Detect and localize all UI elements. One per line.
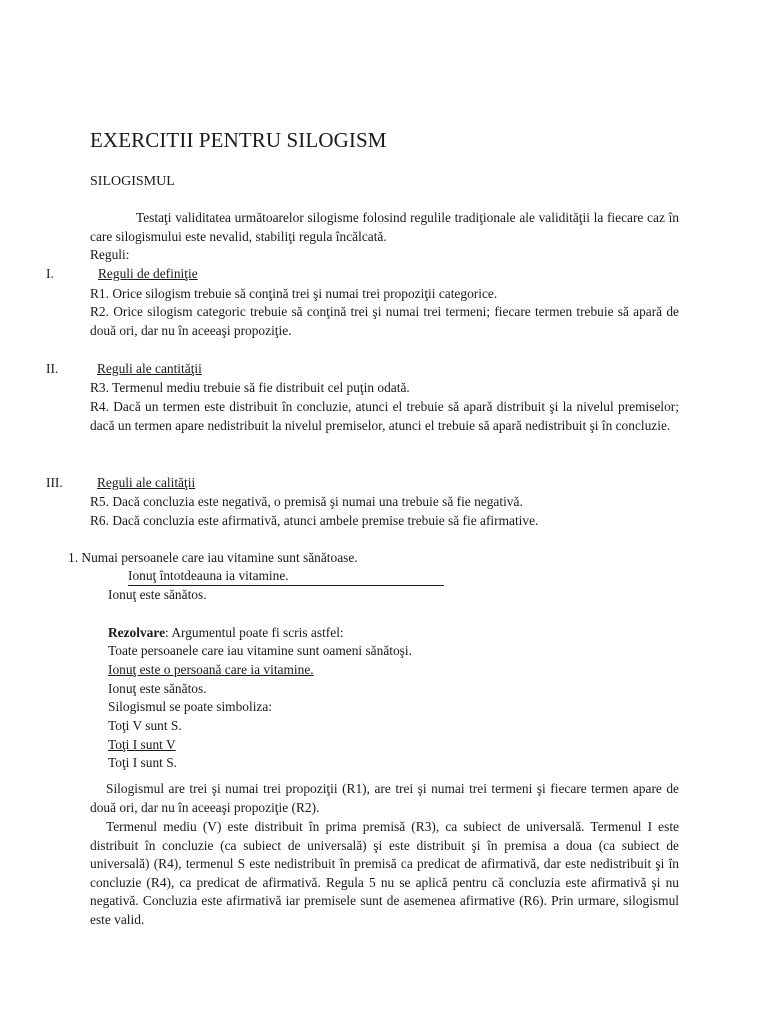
exercise-conclusion: Ionuţ este sănătos. (108, 587, 207, 602)
solution-line-7: Toţi I sunt S. (108, 755, 177, 770)
section-numeral-3: III. (46, 475, 63, 490)
rule-r1: R1. Orice silogism trebuie să conţină trei şi numai trei propoziţii categorice. (90, 286, 498, 301)
section-numeral-2: II. (46, 361, 59, 376)
solution-paragraph-2: Termenul mediu (V) este distribuit în prima premisă (R3), ca subiect de universală. Termenul I este distribuit în concluzie (ca subiect de universală) şi este distribuit şi în premisa a doua (ca subiect de universală) (R4), termenul S este nedistribuit în premisă ca predicat de afirmativă, dar este nedistribuit şi în concluzie (R4), ca predicat de afirmativă. Regula 5 nu se aplică pentru că concluzia este afirmativă şi nu negativă. Concluzia este afirmativă iar premisele sunt de asemenea afirmative (R6). Prin urmare, silogismul este valid. (90, 819, 679, 927)
solution-intro (108, 624, 344, 643)
exercise-premise-1-text: Numai persoanele care iau vitamine sunt sănătoase. (81, 550, 358, 565)
section-heading-3: Reguli ale calităţii (97, 475, 196, 490)
rule-r6: R6. Dacă concluzia este afirmativă, atunci ambele premise trebuie să fie afirmative. (90, 513, 539, 528)
solution-label: Rezolvare (108, 625, 166, 640)
solution-line-2: Ionuţ este o persoană care ia vitamine. (108, 662, 314, 677)
exercise-premise-1 (68, 549, 358, 568)
solution-line-3: Ionuţ este sănătos. (108, 681, 207, 696)
rule-r4: R4. Dacă un termen este distribuit în concluzie, atunci el trebuie să apară distribuit şi la nivelul premiselor; dacă un termen apare nedistribuit la nivelul premiselor, atunci el trebuie să apară nedistribuit şi în concluzie. (90, 399, 679, 433)
rule-r2: R2. Orice silogism categoric trebuie să conţină trei şi numai trei termeni; fiecare termen trebuie să apară de două ori, dar nu în aceeaşi propoziţie. (90, 304, 679, 338)
document-title: EXERCITII PENTRU SILOGISM (90, 128, 387, 152)
solution-line-1: Toate persoanele care iau vitamine sunt oameni sănătoşi. (108, 643, 412, 658)
exercise-number: 1. (68, 550, 79, 565)
section-heading-2: Reguli ale cantităţii (97, 361, 202, 376)
section-subtitle: SILOGISMUL (90, 174, 175, 189)
exercise-premise-2: Ionuţ întotdeauna ia vitamine. (128, 568, 444, 586)
reguli-label: Reguli: (90, 247, 130, 262)
solution-line-4: Silogismul se poate simboliza: (108, 699, 273, 714)
section-numeral-1: I. (46, 266, 54, 281)
rule-r3: R3. Termenul mediu trebuie să fie distribuit cel puţin odată. (90, 380, 410, 395)
rule-r5: R5. Dacă concluzia este negativă, o premisă şi numai una trebuie să fie negativă. (90, 494, 523, 509)
solution-line-6: Toţi I sunt V (108, 737, 176, 752)
intro-paragraph: Testaţi validitatea următoarelor silogisme folosind regulile tradiţionale ale validităţii la fiecare caz în care silogismului este nevalid, stabiliţi regula încălcată. (90, 210, 679, 244)
section-heading-1: Reguli de definiţie (98, 266, 198, 281)
solution-line-5: Toţi V sunt S. (108, 718, 182, 733)
solution-lead: : Argumentul poate fi scris astfel: (165, 625, 344, 640)
solution-paragraph-1: Silogismul are trei şi numai trei propoziţii (R1), are trei şi numai trei termeni şi fiecare termen apare de două ori, dar nu în aceeaşi propoziţie (R2). (90, 781, 679, 815)
